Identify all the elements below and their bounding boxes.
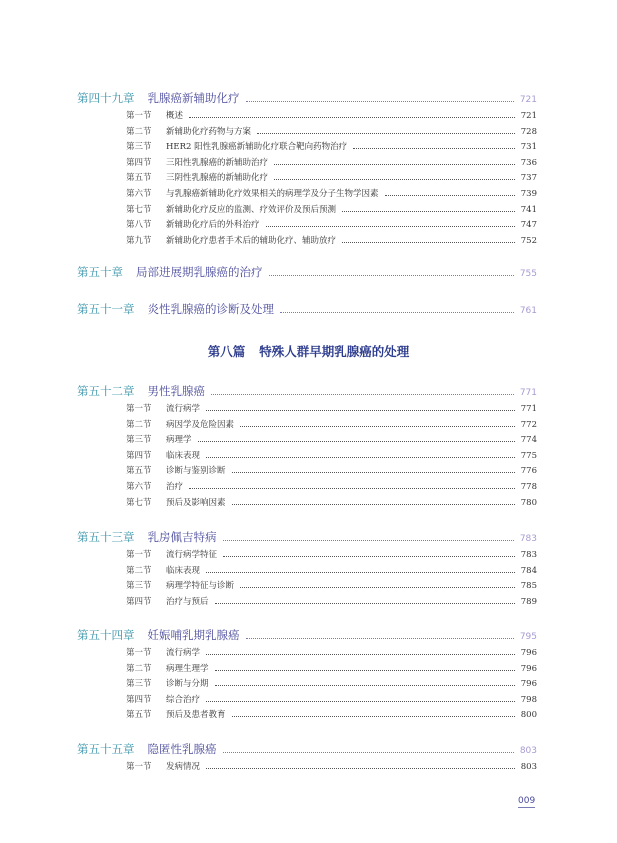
dot-leader — [274, 179, 515, 180]
section-page-number: 775 — [520, 450, 537, 461]
section-number: 第三节 — [126, 581, 152, 592]
section-page-number: 796 — [520, 663, 537, 674]
section-page-number: 736 — [520, 157, 537, 168]
section-entry[interactable] — [126, 125, 537, 137]
dot-leader — [257, 133, 515, 134]
section-number: 第二节 — [126, 126, 152, 137]
dot-leader — [223, 556, 515, 557]
section-number: 第四节 — [126, 157, 152, 168]
section-number: 第五节 — [126, 173, 152, 184]
section-number: 第一节 — [126, 648, 152, 658]
section-number: 第七节 — [126, 497, 152, 508]
chapter-title: 局部进展期乳腺癌的治疗 — [136, 265, 263, 279]
section-entry[interactable] — [126, 140, 537, 152]
dot-leader — [206, 701, 515, 702]
section-title: 病理生理学 — [166, 663, 209, 674]
section-title: 发病情况 — [166, 762, 201, 772]
section-number: 第八节 — [126, 220, 152, 231]
chapter-page-number: 761 — [519, 306, 537, 316]
section-title: 临床表现 — [166, 450, 201, 461]
dot-leader — [266, 226, 515, 227]
dot-leader — [223, 752, 514, 753]
chapter-number: 第五十二章 — [77, 384, 135, 398]
section-page-number: 778 — [520, 482, 537, 492]
section-entry[interactable] — [126, 218, 537, 230]
dot-leader — [246, 101, 514, 102]
section-page-number: 739 — [520, 189, 537, 199]
chapter-page-number: 803 — [519, 746, 537, 756]
dot-leader — [232, 716, 515, 717]
section-title: HER2 阳性乳腺癌新辅助化疗联合靶向药物治疗 — [166, 142, 348, 153]
section-title: 诊断与鉴别诊断 — [166, 466, 226, 477]
section-entry[interactable] — [126, 708, 537, 720]
section-page-number: 737 — [520, 173, 537, 184]
dot-leader — [342, 242, 515, 243]
dot-leader — [189, 488, 515, 489]
section-title: 新辅助化疗患者手术后的辅助化疗、辅助放疗 — [166, 235, 337, 246]
dot-leader — [269, 275, 514, 276]
dot-leader — [198, 441, 515, 442]
chapter-entry[interactable] — [77, 383, 537, 399]
section-entry[interactable] — [126, 187, 537, 199]
page-number: 009 — [518, 796, 536, 806]
dot-leader — [206, 457, 515, 458]
dot-leader — [206, 410, 515, 411]
section-entry[interactable] — [126, 234, 537, 246]
chapter-number: 第五十章 — [77, 265, 123, 279]
section-number: 第一节 — [126, 404, 152, 414]
section-page-number: 728 — [520, 126, 537, 137]
chapter-number: 第五十四章 — [77, 628, 135, 642]
section-number: 第四节 — [126, 450, 152, 461]
section-entry[interactable] — [126, 496, 537, 508]
chapter-entry[interactable] — [77, 264, 537, 280]
section-number: 第二节 — [126, 419, 152, 430]
dot-leader — [353, 148, 515, 149]
section-title: 预后及患者教育 — [166, 710, 226, 721]
chapter-entry[interactable] — [77, 741, 537, 757]
section-page-number: 721 — [520, 111, 537, 121]
section-number: 第二节 — [126, 565, 152, 576]
chapter-title: 炎性乳腺癌的诊断及处理 — [147, 302, 274, 316]
chapter-title: 隐匿性乳腺癌 — [147, 742, 217, 756]
part-heading — [0, 342, 617, 360]
chapter-number: 第五十三章 — [77, 530, 135, 544]
section-entry[interactable] — [126, 171, 537, 183]
dot-leader — [206, 654, 515, 655]
chapter-page-number: 783 — [519, 534, 537, 544]
section-title: 流行病学 — [166, 404, 201, 414]
section-number: 第一节 — [126, 762, 152, 772]
section-title: 临床表现 — [166, 565, 201, 576]
section-page-number: 783 — [520, 550, 537, 560]
section-page-number: 772 — [520, 419, 537, 430]
section-entry[interactable] — [126, 464, 537, 476]
section-title: 病因学及危险因素 — [166, 419, 235, 430]
chapter-entry[interactable] — [77, 529, 537, 545]
section-page-number: 780 — [520, 497, 537, 508]
dot-leader — [232, 504, 515, 505]
section-page-number: 800 — [520, 710, 537, 721]
section-number: 第六节 — [126, 482, 152, 492]
section-page-number: 752 — [520, 235, 537, 246]
section-number: 第三节 — [126, 142, 152, 153]
dot-leader — [240, 587, 515, 588]
section-number: 第三节 — [126, 679, 152, 690]
chapter-title: 乳腺癌新辅助化疗 — [147, 91, 240, 105]
section-entry[interactable] — [126, 203, 537, 215]
part-title: 特殊人群早期乳腺癌的处理 — [259, 344, 410, 359]
section-page-number: 796 — [520, 679, 537, 690]
section-number: 第五节 — [126, 466, 152, 477]
dot-leader — [206, 768, 515, 769]
section-title: 与乳腺癌新辅助化疗效果相关的病理学及分子生物学因素 — [166, 189, 379, 199]
chapter-entry[interactable] — [77, 90, 537, 106]
chapter-page-number: 795 — [519, 632, 537, 642]
section-page-number: 789 — [520, 596, 537, 607]
dot-leader — [232, 472, 515, 473]
chapter-number: 第五十五章 — [77, 742, 135, 756]
section-title: 新辅助化疗后的外科治疗 — [166, 220, 260, 231]
chapter-title: 乳房佩吉特病 — [147, 530, 217, 544]
section-page-number: 784 — [520, 565, 537, 576]
section-title: 病理学特征与诊断 — [166, 581, 235, 592]
chapter-entry[interactable] — [77, 627, 537, 643]
section-page-number: 774 — [520, 435, 537, 446]
section-title: 诊断与分期 — [166, 679, 209, 690]
dot-leader — [215, 603, 515, 604]
section-entry[interactable] — [126, 564, 537, 576]
section-title: 治疗 — [166, 482, 184, 492]
section-entry[interactable] — [126, 418, 537, 430]
section-number: 第四节 — [126, 596, 152, 607]
dot-leader — [215, 685, 515, 686]
chapter-number: 第五十一章 — [77, 302, 135, 316]
section-title: 治疗与预后 — [166, 596, 209, 607]
section-title: 流行病学 — [166, 648, 201, 658]
dot-leader — [280, 312, 514, 313]
section-entry[interactable] — [126, 480, 537, 492]
section-number: 第一节 — [126, 550, 152, 560]
dot-leader — [274, 164, 515, 165]
section-entry[interactable] — [126, 662, 537, 674]
section-number: 第七节 — [126, 204, 152, 215]
dot-leader — [240, 426, 515, 427]
section-number: 第一节 — [126, 111, 152, 121]
dot-leader — [342, 211, 515, 212]
chapter-page-number: 771 — [519, 388, 537, 398]
section-page-number: 731 — [520, 142, 537, 153]
section-entry[interactable] — [126, 693, 537, 705]
section-title: 三阴性乳腺癌的新辅助化疗 — [166, 173, 269, 184]
section-number: 第六节 — [126, 189, 152, 199]
chapter-page-number: 755 — [519, 269, 537, 279]
section-page-number: 785 — [520, 581, 537, 592]
section-entry[interactable] — [126, 449, 537, 461]
dot-leader — [211, 394, 514, 395]
section-page-number: 798 — [520, 694, 537, 705]
section-entry[interactable] — [126, 760, 537, 772]
section-title: 三阳性乳腺癌的新辅助治疗 — [166, 157, 269, 168]
dot-leader — [206, 572, 515, 573]
section-entry[interactable] — [126, 677, 537, 689]
section-title: 病理学 — [166, 435, 192, 446]
section-page-number: 741 — [520, 204, 537, 215]
section-number: 第九节 — [126, 235, 152, 246]
section-entry[interactable] — [126, 548, 537, 560]
section-page-number: 771 — [520, 404, 537, 414]
section-title: 流行病学特征 — [166, 550, 218, 560]
dot-leader — [189, 117, 515, 118]
chapter-title: 男性乳腺癌 — [147, 384, 205, 398]
section-number: 第二节 — [126, 663, 152, 674]
section-page-number: 747 — [520, 220, 537, 231]
section-entry[interactable] — [126, 109, 537, 121]
chapter-entry[interactable] — [77, 301, 537, 317]
section-number: 第四节 — [126, 694, 152, 705]
dot-leader — [215, 670, 515, 671]
section-entry[interactable] — [126, 402, 537, 414]
section-title: 新辅助化疗药物与方案 — [166, 126, 252, 137]
section-page-number: 803 — [520, 762, 537, 772]
section-title: 概述 — [166, 111, 184, 121]
dot-leader — [385, 195, 515, 196]
section-page-number: 796 — [520, 648, 537, 658]
section-title: 预后及影响因素 — [166, 497, 226, 508]
section-page-number: 776 — [520, 466, 537, 477]
section-entry[interactable] — [126, 646, 537, 658]
section-title: 综合治疗 — [166, 694, 201, 705]
section-entry[interactable] — [126, 156, 537, 168]
chapter-page-number: 721 — [519, 95, 537, 105]
section-number: 第三节 — [126, 435, 152, 446]
section-entry[interactable] — [126, 595, 537, 607]
part-number: 第八篇 — [207, 344, 246, 359]
chapter-number: 第四十九章 — [77, 91, 135, 105]
dot-leader — [246, 638, 514, 639]
section-entry[interactable] — [126, 579, 537, 591]
section-entry[interactable] — [126, 433, 537, 445]
section-number: 第五节 — [126, 710, 152, 721]
dot-leader — [223, 540, 514, 541]
chapter-title: 妊娠哺乳期乳腺癌 — [147, 628, 240, 642]
section-title: 新辅助化疗反应的监测、疗效评价及预后预测 — [166, 204, 337, 215]
